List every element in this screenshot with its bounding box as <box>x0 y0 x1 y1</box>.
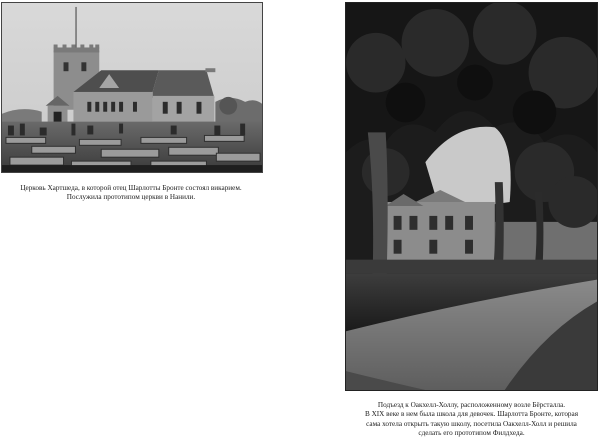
avenue-photo <box>345 2 598 391</box>
avenue-caption: Подъезд к Оакхелл-Холлу, расположенному возле Бёрсталла. В XIX веке в нем была школа для девочек. Шарлотта Бронте, которая сама хотела открыть такую школу, посетила Оакхелл-Холл и решила сделать его прототипом Филдхеда. <box>364 401 579 438</box>
church-caption: Церковь Хартшеда, в которой отец Шарлотты Бронте состоял викарием. Послужила прототипом церкви в Нанили. <box>20 184 242 202</box>
avenue-photo-drawing <box>346 3 597 390</box>
church-photo-drawing <box>2 3 262 172</box>
church-photo <box>1 2 263 173</box>
